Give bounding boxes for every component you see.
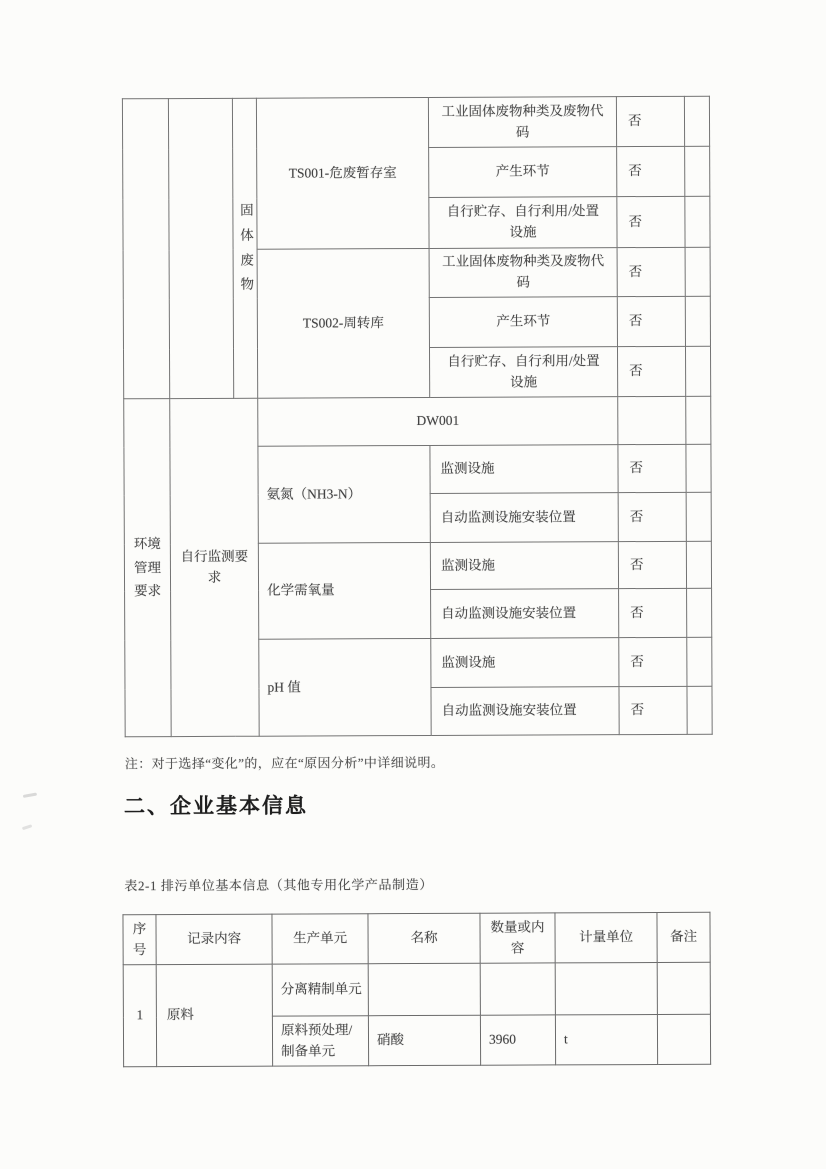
quantity-cell (480, 1015, 555, 1065)
criteria-text: 自行贮存、自行利用/处置设施 (446, 203, 600, 240)
criteria-cell (430, 493, 618, 543)
status-value: 否 (629, 363, 643, 379)
name-cell (368, 963, 480, 1015)
criteria-text: 自行贮存、自行利用/处置设施 (447, 352, 600, 390)
status-value: 否 (628, 263, 643, 279)
remark-empty-cell (686, 396, 711, 444)
solid-waste-label: 固体废物 (240, 202, 254, 293)
criteria-text: 监测设施 (440, 557, 495, 573)
facility-name-cell (256, 97, 429, 249)
parameter-cell (259, 638, 431, 736)
basic-info-table (122, 912, 711, 1068)
header-text: 名称 (410, 929, 438, 946)
production-unit-value: 原料预处理/制备单元 (280, 1021, 353, 1059)
name-cell (368, 1015, 480, 1065)
table-row (124, 396, 711, 447)
header-unit (555, 912, 657, 962)
status-value: 否 (630, 604, 644, 620)
seq-cell (123, 965, 156, 1067)
header-text: 计量单位 (579, 929, 634, 945)
header-text: 备注 (670, 928, 698, 944)
status-cell (619, 637, 687, 686)
status-value: 否 (629, 508, 644, 524)
status-value: 否 (629, 556, 644, 572)
status-cell (619, 588, 687, 637)
criteria-text: 工业固体废物种类及废物代码 (441, 102, 604, 140)
remark-empty-cell (687, 686, 712, 734)
unit-cell (555, 1014, 657, 1064)
header-seq (123, 915, 156, 965)
criteria-cell (429, 248, 617, 298)
status-cell (617, 346, 685, 396)
criteria-cell (431, 638, 619, 688)
criteria-text: 工业固体废物种类及废物代码 (442, 253, 605, 290)
table-note: 注：对于选择“变化”的，应在“原因分析”中详细说明。 (124, 754, 445, 772)
remark-empty-cell (686, 492, 711, 541)
criteria-text: 自动监测设施安装位置 (440, 508, 576, 525)
remark-empty-cell (685, 247, 710, 296)
status-value: 否 (628, 313, 643, 329)
header-text: 记录内容 (187, 930, 242, 947)
quantity-value: 3960 (488, 1031, 517, 1047)
criteria-cell (429, 147, 617, 198)
unit-cell (555, 962, 657, 1014)
facility-name: TS002-周转库 (302, 314, 384, 331)
subcategory-label: 自行监测要求 (180, 548, 249, 586)
remark-empty-cell (685, 346, 710, 396)
status-empty-cell (618, 396, 686, 444)
seq-value: 1 (136, 1007, 144, 1023)
status-value: 否 (629, 460, 644, 476)
parameter-cell (258, 542, 430, 639)
category-empty-cell (122, 99, 169, 399)
status-value: 否 (630, 653, 644, 669)
subcategory-cell (170, 398, 259, 736)
status-value: 否 (627, 113, 642, 129)
outlet-code: DW001 (416, 412, 460, 429)
remark-empty-cell (685, 196, 710, 247)
status-cell (617, 196, 685, 247)
header-name (368, 913, 480, 963)
name-value: 硝酸 (376, 1032, 405, 1048)
criteria-cell (431, 589, 619, 639)
status-cell (617, 247, 685, 296)
header-text: 数量或内容 (490, 919, 545, 956)
parameter-cell (258, 445, 430, 543)
change-status-table (122, 96, 713, 738)
record-content-value: 原料 (166, 1007, 194, 1023)
section-heading: 二、企业基本信息 (123, 794, 309, 819)
table-row (122, 96, 709, 149)
table-header-row (123, 912, 710, 965)
criteria-text: 监测设施 (441, 654, 496, 670)
scan-artifact (23, 792, 37, 797)
criteria-text: 产生环节 (495, 163, 550, 179)
scan-artifact (22, 824, 32, 830)
outlet-code-cell (258, 397, 618, 447)
criteria-cell (431, 687, 619, 736)
remark-cell (657, 1014, 710, 1064)
header-record-content (156, 914, 272, 965)
table-caption: 表2-1 排污单位基本信息（其他专用化学产品制造） (124, 876, 433, 894)
parameter-name: 氨氮（NH3-N） (266, 485, 362, 502)
criteria-cell (429, 347, 617, 398)
header-text: 生产单元 (293, 930, 348, 946)
criteria-cell (428, 97, 616, 148)
parameter-name: 化学需氧量 (267, 582, 335, 598)
category-label: 环境管理要求 (133, 536, 162, 599)
criteria-text: 监测设施 (440, 460, 495, 476)
status-cell (619, 686, 687, 734)
subcategory-empty-cell (168, 98, 233, 398)
solid-waste-cell (232, 98, 257, 398)
remark-empty-cell (686, 541, 711, 588)
remark-empty-cell (687, 588, 712, 637)
status-cell (617, 146, 685, 196)
header-remark (657, 912, 710, 962)
remark-cell (657, 962, 710, 1014)
facility-name-cell (257, 248, 430, 398)
unit-value: t (563, 1031, 568, 1047)
remark-empty-cell (687, 637, 712, 686)
production-unit-cell (272, 1016, 368, 1066)
criteria-text: 自动监测设施安装位置 (441, 702, 577, 718)
record-content-cell (156, 964, 272, 1067)
production-unit-cell (272, 964, 368, 1016)
criteria-cell (430, 445, 618, 494)
header-quantity (480, 913, 555, 963)
criteria-text: 产生环节 (496, 313, 551, 329)
remark-empty-cell (685, 146, 710, 196)
criteria-cell (429, 197, 617, 249)
status-value: 否 (630, 702, 645, 718)
header-text: 序号 (132, 920, 147, 957)
remark-empty-cell (684, 96, 709, 146)
criteria-cell (429, 297, 617, 348)
status-cell (618, 444, 686, 492)
header-production-unit (272, 914, 368, 964)
production-unit-value: 分离精制单元 (280, 981, 362, 997)
status-cell (618, 541, 686, 588)
facility-name: TS001-危废暂存室 (288, 164, 397, 181)
category-cell (124, 399, 171, 737)
remark-empty-cell (686, 444, 711, 492)
criteria-cell (430, 542, 618, 590)
status-value: 否 (628, 213, 642, 229)
quantity-cell (480, 963, 555, 1015)
table-row (123, 962, 710, 1017)
status-cell (616, 96, 684, 146)
status-value: 否 (628, 163, 642, 179)
status-cell (618, 492, 686, 541)
remark-empty-cell (685, 296, 710, 346)
status-cell (617, 296, 685, 346)
criteria-text: 自动监测设施安装位置 (441, 604, 577, 621)
parameter-name: pH 值 (267, 679, 301, 695)
